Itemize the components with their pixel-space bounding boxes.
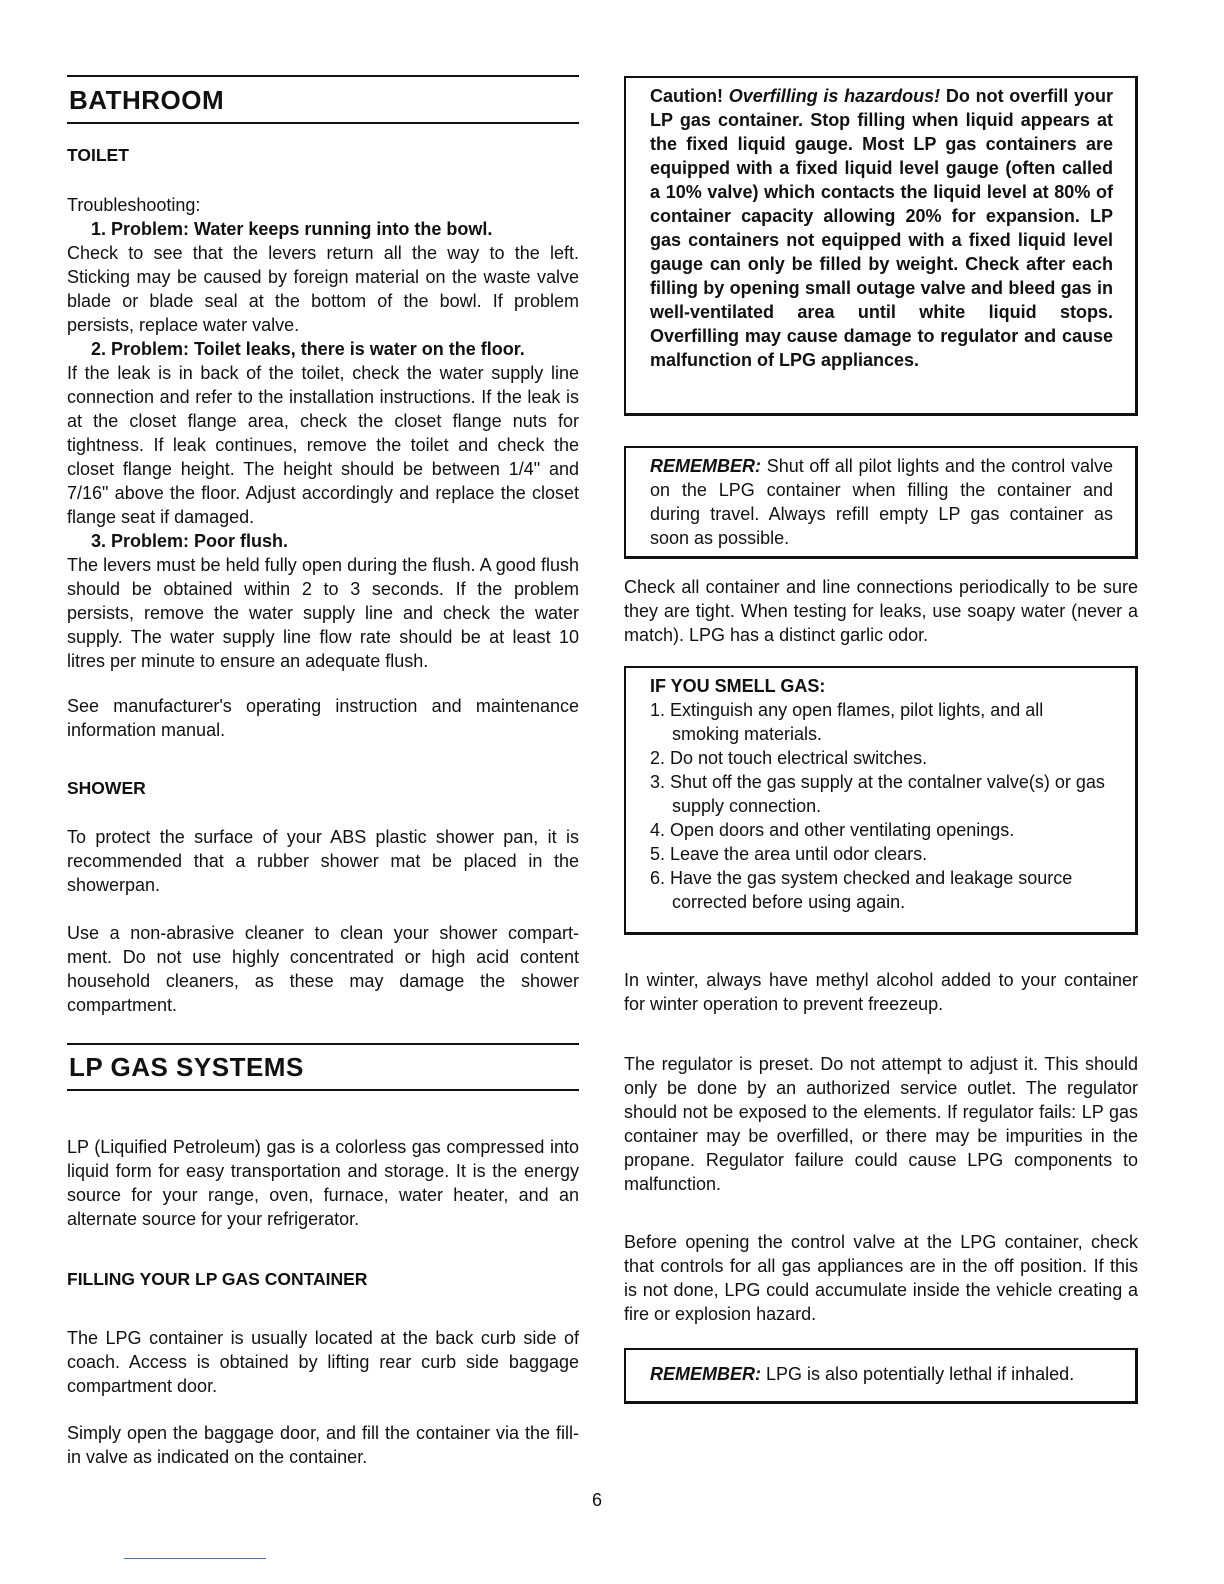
smell-gas-list [650,698,1113,914]
list-item: 3. Shut off the gas supply at the contalner valve(s) or gas supply connection. [650,772,1105,816]
filling-paragraph: The LPG container is usually located at the back curb side of coach. Access is obtained by lifting rear curb side baggage compartment door. [67,1328,579,1396]
problem-title: 3. Problem: Poor flush. [91,531,289,551]
remember-label: REMEMBER: [650,456,761,476]
lp-intro-paragraph: LP (Liquified Petroleum) gas is a colorless gas compressed into liquid form for easy transportation and storage. It is the energy source for your range, oven, furnace, water heater, and an alternate source for your refrigerator. [67,1137,579,1229]
smell-gas-box [624,666,1138,935]
remember-text: Shut off all pilot lights and the control valve on the LPG container when filling the container and during travel. Always refill empty LP gas container as soon as possible. [650,456,1113,548]
caution-box [624,76,1138,416]
problem-title: 1. Problem: Water keeps running into the bowl. [91,219,493,239]
section-rule [67,1043,579,1045]
remember-box [624,446,1138,559]
problem-text: The levers must be held fully open during the flush. A good flush should be obtained within 2 to 3 seconds. If the problem persists, remove the water supply line and check the water supply. The water supply line flow rate should be at least 10 litres per minute to ensure an adequate flush. [67,555,579,671]
caution-emphasis: Overfilling is hazardous! [728,86,941,106]
check-connections-paragraph: Check all container and line connections periodically to be sure they are tight. When testing for leaks, use soapy water (never a match). LPG has a distinct garlic odor. [624,577,1138,645]
section-rule [67,122,579,124]
list-item: 4. Open doors and other ventilating openings. [650,820,1015,840]
list-item: 2. Do not touch electrical switches. [650,748,928,768]
caution-text: Do not overfill your LP gas container. Stop filling when liquid appears at the fixed liquid gauge. Most LP gas containers are equipped with a fixed liquid level gauge (often called a 10% valve) which contacts the liquid level at 80% of container capacity allowing 20% for expansion. LP gas containers not equipped with a fixed liquid level gauge can only be filled by weight. Check after each filling by opening small outage valve and bleed gas in well-ventilated area until white liquid stops. Overfilling may cause damage to regulator and cause malfunction of LPG appliances. [650,86,1113,370]
footer-divider [124,1558,266,1559]
see-manual-text: See manufacturer's operating instruction and maintenance information manual. [67,696,579,740]
lp-gas-heading: LP GAS SYSTEMS [69,1052,304,1082]
troubleshooting-label: Troubleshooting: [67,195,201,215]
problem-text: Check to see that the levers return all the way to the left. Sticking may be caused by foreign material on the waste valve blade or blade seal at the bottom of the bowl. If problem persists, replace water valve. [67,243,579,335]
shower-paragraph: To protect the surface of your ABS plastic shower pan, it is recommended that a rubber shower mat be placed in the showerpan. [67,827,579,895]
section-rule [67,75,579,77]
before-opening-paragraph: Before opening the control valve at the LPG container, check that controls for all gas appliances are in the off position. If this is not done, LPG could accumulate inside the vehicle creating a fire or explosion hazard. [624,1232,1138,1324]
regulator-paragraph: The regulator is preset. Do not attempt to adjust it. This should only be done by an authorized service outlet. The regulator should not be exposed to the elements. If regulator fails: LP gas container may be overfilled, or there may be impurities in the propane. Regulator failure could cause LPG components to malfunction. [624,1054,1138,1194]
filling-heading: FILLING YOUR LP GAS CONTAINER [67,1269,368,1289]
filling-paragraph: Simply open the baggage door, and fill the container via the fill-in valve as indicated on the container. [67,1423,579,1467]
problem-title: 2. Problem: Toilet leaks, there is water on the floor. [91,339,525,359]
troubleshooting-block [67,193,579,673]
page-number: 6 [592,1490,603,1510]
remember-label: REMEMBER: [650,1364,761,1384]
list-item: 1. Extinguish any open flames, pilot lights, and all smoking materials. [650,700,1044,744]
bathroom-heading: BATHROOM [69,85,225,115]
smell-gas-title: IF YOU SMELL GAS: [650,676,826,696]
remember-box-lethal [624,1348,1138,1404]
list-item: 5. Leave the area until odor clears. [650,844,928,864]
section-rule [67,1089,579,1091]
shower-heading: SHOWER [67,778,146,798]
list-item: 6. Have the gas system checked and leakage source corrected before using again. [650,868,1073,912]
shower-paragraph: Use a non-abrasive cleaner to clean your shower compart-ment. Do not use highly concentrated or high acid content household cleaners, as these may damage the shower compartment. [67,923,579,1015]
remember-text: LPG is also potentially lethal if inhaled. [766,1364,1075,1384]
problem-text: If the leak is in back of the toilet, check the water supply line connection and refer to the installation instructions. If the leak is at the closet flange area, check the closet flange nuts for tightness. If leak continues, remove the toilet and check the closet flange height. The height should be between 1/4" and 7/16" above the floor. Adjust accordingly and replace the closet flange seat if damaged. [67,363,579,527]
caution-label: Caution! [650,86,723,106]
winter-paragraph: In winter, always have methyl alcohol added to your container for winter operation to prevent freezeup. [624,970,1138,1014]
toilet-heading: TOILET [67,145,129,165]
